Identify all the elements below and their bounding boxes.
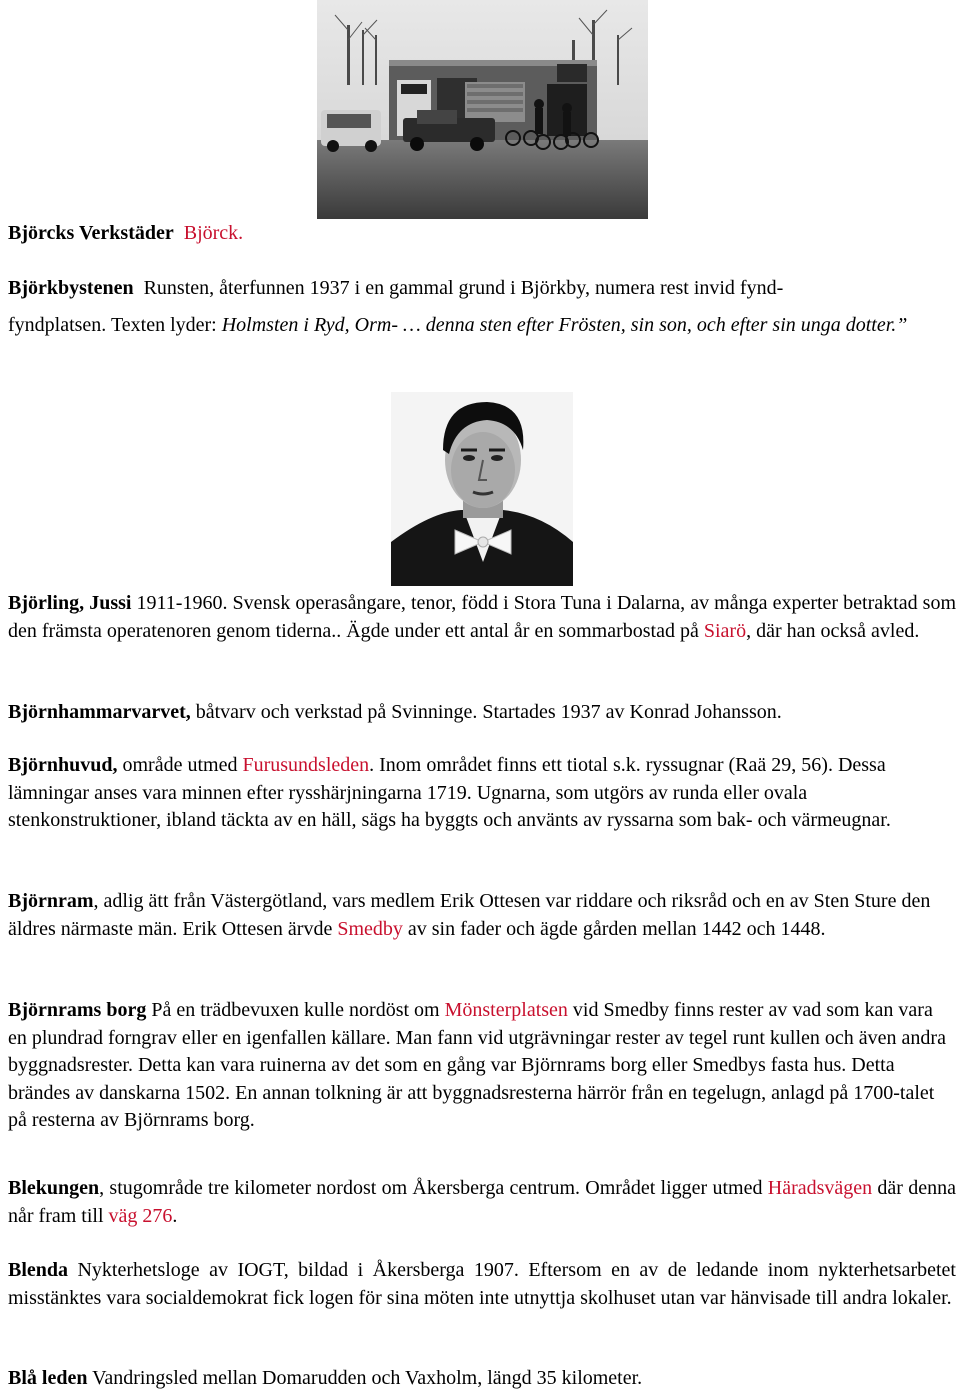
entry-text: . Inom området finns ett tiotal s.k. ryssugnar (Raä 29, 56). Dessa lämningar anses vara minnen efter rysshärjningarna 1719. Ugnarna, som utgörs av runda eller ovala stenkonstruktioner, ibland täckta av en häll, sägs ha byggts och använts av ryssarna som bak- och värmeugnar.: [8, 754, 891, 831]
entry-blenda: [8, 1257, 956, 1312]
workshop-photo: [317, 0, 648, 219]
entry-text: , adlig ätt från Västergötland, vars medlem Erik Ottesen var riddare och riksråd och en av Sten Sture den äldres närmaste män. Erik Ottesen ärvde: [8, 890, 931, 940]
entry-term: Björnram: [8, 890, 94, 912]
entry-link-bjorck[interactable]: Björck.: [183, 222, 244, 244]
entry-text: 1911-1960. Svensk operasångare, tenor, född i Stora Tuna i Dalarna, av många experter betraktad som den främsta operatenoren genom tiderna.. Ägde under ett antal år en sommarbostad på: [8, 592, 957, 642]
entry-text: , där han också avled.: [746, 619, 920, 642]
entry-term: Blekungen: [8, 1177, 100, 1199]
entry-link-siaro[interactable]: Siarö: [703, 619, 747, 642]
entry-term: Björkbystenen: [8, 277, 134, 299]
entry-text: av sin fader och ägde gården mellan 1442 och 1448.: [402, 917, 826, 940]
entry-text: Nykterhetsloge av IOGT, bildad i Åkersberga 1907. Eftersom en av de ledande inom nykterhetsarbetet misstänktes vara socialdemokrat fick logen för sina möten inte utnyttja skolhuset utan var hänvisade till andra lokaler.: [8, 1259, 956, 1309]
entry-term: Björnrams borg: [8, 999, 147, 1021]
entry-bla-leden: [8, 1365, 956, 1393]
entry-bjorkbystenen: [8, 270, 956, 344]
entry-text: På en trädbevuxen kulle nordöst om: [146, 999, 445, 1021]
entry-blekungen: [8, 1175, 956, 1230]
entry-term: Björnhammarvarvet,: [8, 701, 191, 723]
entry-text: Vandringsled mellan Domarudden och Vaxholm, längd 35 kilometer.: [87, 1367, 643, 1389]
portrait-photo-drawing: [391, 392, 573, 586]
entry-text: Runsten, återfunnen 1937 i en gammal grund i Björkby, numera rest invid fynd-: [143, 277, 784, 299]
entry-term: Blenda: [8, 1259, 69, 1281]
entry-bjornrams-borg: [8, 997, 956, 1135]
entry-link-haradsvagen[interactable]: Häradsvägen: [767, 1177, 873, 1199]
entry-bjornram: [8, 888, 956, 943]
entry-term: Björling, Jussi: [8, 592, 132, 614]
entry-link-vag-276[interactable]: väg 276: [108, 1204, 173, 1227]
portrait-photo: [391, 392, 573, 586]
entry-text: båtvarv och verkstad på Svinninge. Startades 1937 av Konrad Johansson.: [190, 701, 782, 723]
entry-term: Björcks Verkstäder: [8, 222, 174, 244]
entry-term: Björnhuvud,: [8, 754, 118, 776]
entry-text: område utmed: [117, 754, 243, 776]
entry-bjornhammarvarvet: [8, 699, 956, 727]
entry-text: , stugområde tre kilometer nordost om Åkersberga centrum. Området ligger utmed: [99, 1177, 768, 1199]
entry-text: vid Smedby finns rester av vad som kan vara en plundrad forngrav eller en igenfallen källare. Man fann vid utgrävningar rester av tegel runt kullen och även andra byggnadsrester. Detta kan vara ruinerna av det som en gång var Björnrams borg eller Smedbys fasta hus. Detta brändes av danskarna 1502. En annan tolkning är att byggnadsresterna härrör från en tegelugn, anlagd på 1700-talet på resterna av Björnrams borg.: [8, 999, 946, 1131]
workshop-photo-drawing: [317, 0, 648, 219]
entry-text: där denna når fram till: [8, 1177, 956, 1227]
entry-term: Blå leden: [8, 1367, 88, 1389]
entry-bjorcks-verkstader: [8, 220, 956, 248]
entry-link-monsterplatsen[interactable]: Mönsterplatsen: [444, 999, 568, 1021]
entry-text: .: [172, 1204, 178, 1227]
entry-link-furusundsleden[interactable]: Furusundsleden: [242, 754, 370, 776]
entry-link-smedby[interactable]: Smedby: [337, 917, 403, 940]
entry-bjorling-jussi: [8, 590, 956, 645]
runestone-inscription: Holmsten i Ryd, Orm- … denna sten efter Frösten, sin son, och efter sin unga dotter.”: [221, 314, 908, 336]
entry-bjornhuvud: [8, 752, 956, 835]
entry-text: fyndplatsen. Texten lyder:: [8, 314, 222, 336]
